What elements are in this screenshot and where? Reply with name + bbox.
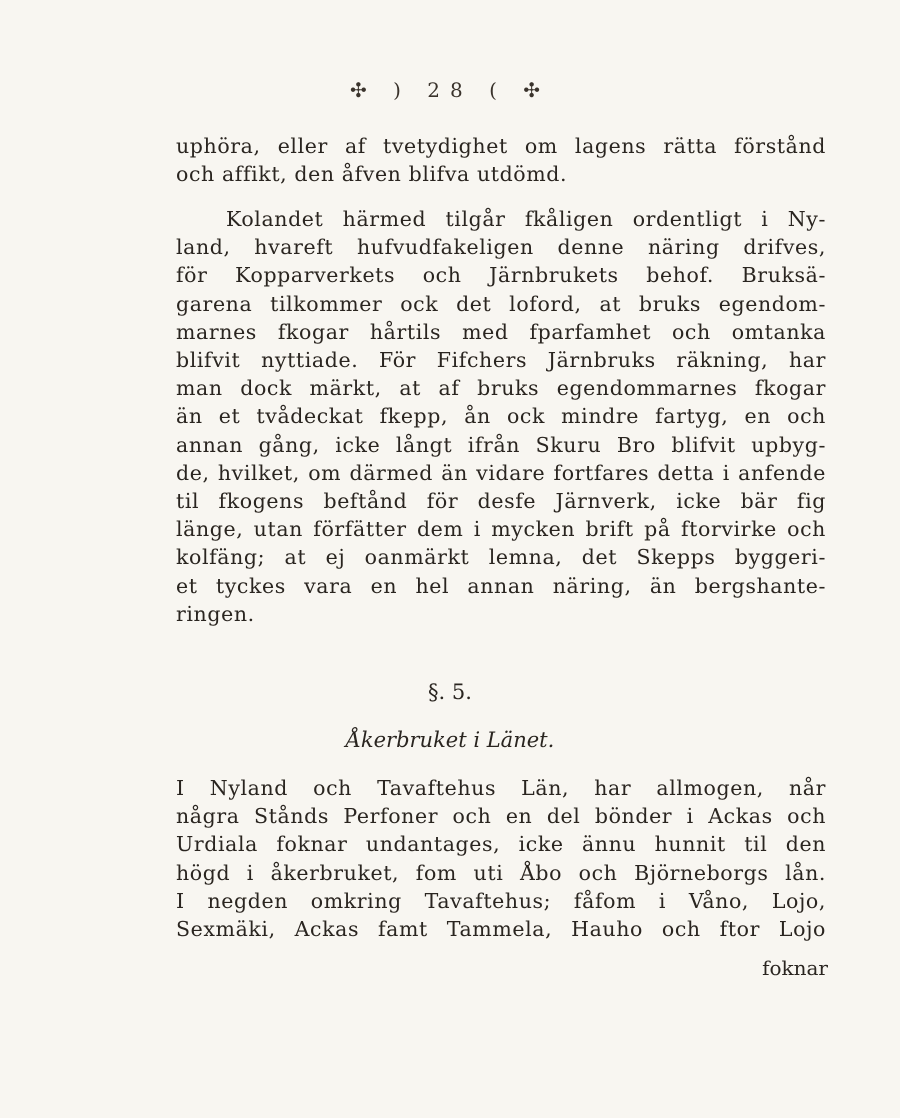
paragraph-1: [176, 132, 826, 188]
text-line: I negden omkring Tavaftehus; fåfom i Våno, Lojo,: [176, 888, 826, 913]
paragraph-2: [176, 205, 826, 628]
text-line: högd i åkerbruket, fom uti Åbo och Björneborgs lån.: [176, 860, 826, 885]
text-line: Sexmäki, Ackas famt Tammela, Hauho och ftor Lojo: [176, 917, 826, 942]
text-line: ringen.: [176, 601, 255, 626]
text-line: Kolandet härmed tilgår fkåligen ordentligt i Ny-: [226, 207, 826, 231]
text-line: garena tilkommer ock det loford, at bruks egendom-: [176, 291, 826, 316]
text-line: Urdiala foknar undantages, icke ännu hunnit til den: [176, 832, 826, 857]
text-line: uphöra, eller af tvetydighet om lagens rätta förstånd: [176, 134, 826, 158]
text-line: för Kopparverkets och Järnbrukets behof. Bruksä-: [176, 263, 826, 288]
text-line: marnes fkogar hårtils med fparfamhet och omtanka: [176, 319, 826, 344]
text-line: länge, utan förfätter dem i mycken brift på ftorvirke och: [176, 517, 826, 542]
text-line: I Nyland och Tavaftehus Län, har allmogen, når: [176, 776, 826, 800]
text-line: annan gång, icke långt ifrån Skuru Bro blifvit upbyg-: [176, 432, 826, 457]
running-head: ✣ ) 28 ( ✣: [350, 78, 550, 102]
text-line: och affikt, den åfven blifva utdömd.: [176, 162, 568, 187]
paragraph-3: [176, 774, 826, 943]
text-line: man dock märkt, at af bruks egendommarnes fkogar: [176, 376, 826, 401]
text-line: et tyckes vara en hel annan näring, än bergshante-: [176, 573, 826, 598]
section-heading: Åkerbruket i Länet.: [345, 728, 555, 752]
text-line: blifvit nyttiade. För Fifchers Järnbruks räkning, har: [176, 348, 826, 373]
text-line: til fkogens beftånd för desfe Järnverk, icke bär fig: [176, 489, 826, 514]
text-line: land, hvareft hufvudfakeligen denne näring drifves,: [176, 235, 826, 260]
section-number: §. 5.: [428, 680, 472, 704]
text-line: kolfäng; at ej oanmärkt lemna, det Skepps byggeri-: [176, 545, 826, 570]
text-line: de, hvilket, om därmed än vidare fortfares detta i anfende: [176, 460, 826, 485]
text-line: än et tvådeckat fkepp, ån ock mindre fartyg, en och: [176, 404, 826, 429]
catchword: foknar: [762, 956, 828, 980]
text-line: några Stånds Perfoner och en del bönder i Ackas och: [176, 804, 826, 829]
